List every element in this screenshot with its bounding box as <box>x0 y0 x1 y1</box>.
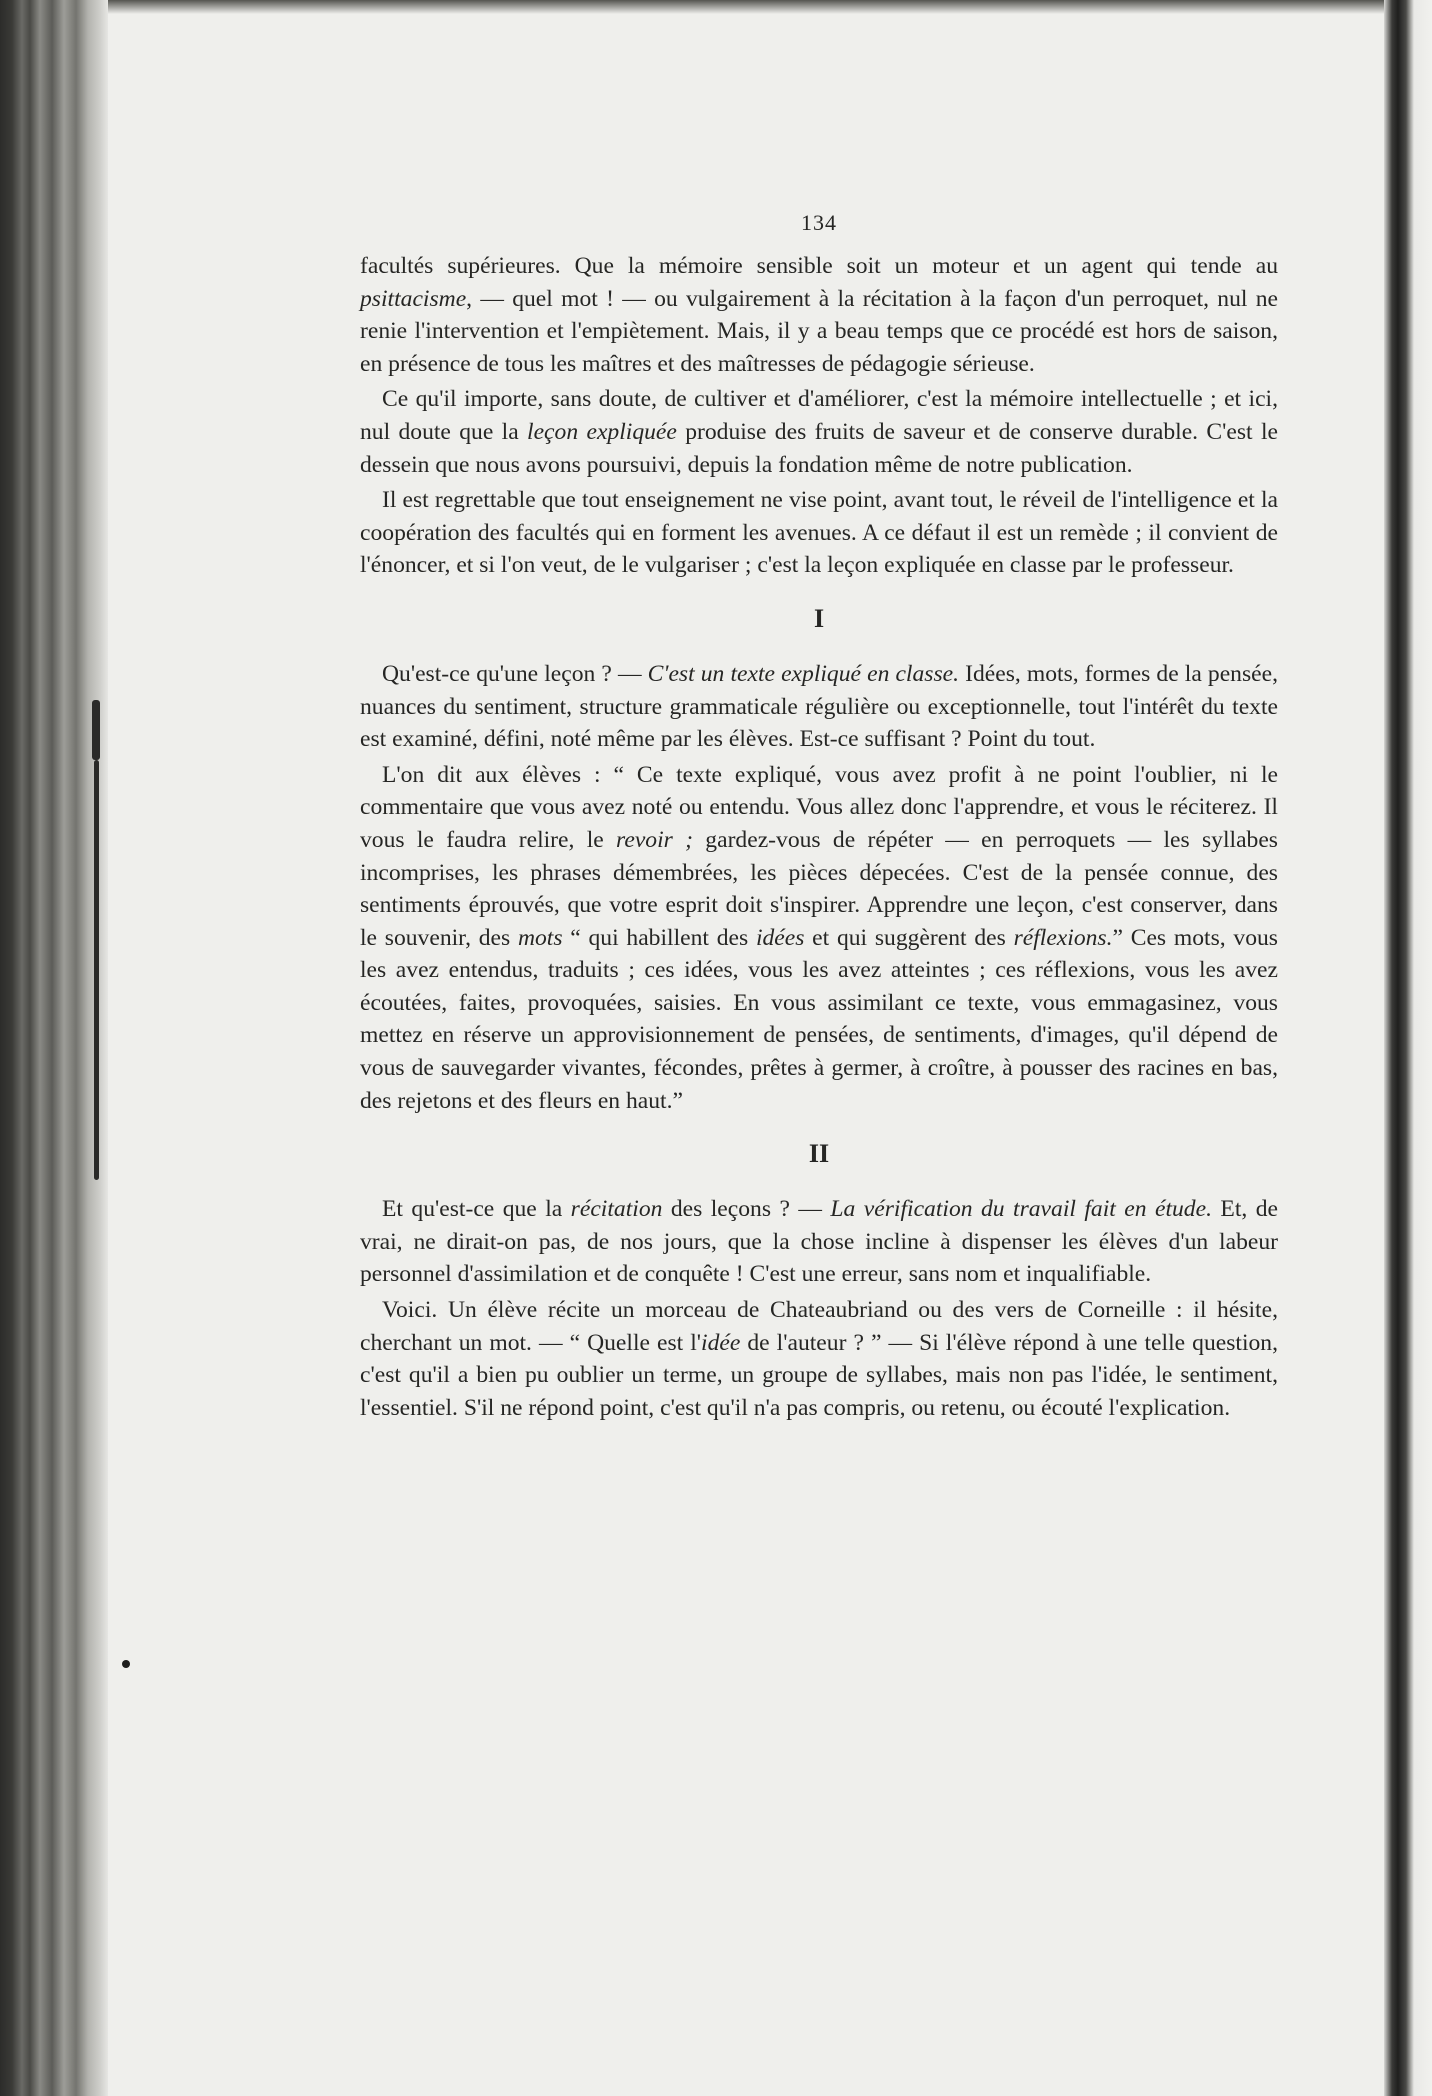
text-run: L'on dit aux élèves : “ Ce texte expliqué, vous avez profit à ne point l'oublier, ni le commentaire que vous avez noté ou entendu. Vous allez donc l'apprendre, et vous le réciterez. Il vous le faudra relire, le <box>360 761 1278 853</box>
text-run: Et, de vrai, ne dirait-on pas, de nos jours, que la chose incline à dispenser les élèves d'un labeur personnel d'assimilation et de conquête ! C'est une erreur, sans nom et inqualifiable. <box>360 1196 1278 1288</box>
text-run: Qu'est-ce qu'une leçon ? — <box>382 660 648 687</box>
paragraph <box>360 250 1278 380</box>
italic-run: psittacisme <box>360 285 467 312</box>
text-run: , — quel mot ! — ou vulgairement à la récitation à la façon d'un perroquet, nul ne renie l'intervention et l'empiètement. Mais, il y a beau temps que ce procédé est hors de saison, en présence de tous les maîtres et des maîtresses de pédagogie sérieuse. <box>360 285 1278 377</box>
italic-run: C'est un texte expliqué en classe. <box>647 660 960 687</box>
text-run: des leçons ? — <box>662 1196 831 1223</box>
text-run: Voici. Un élève récite un morceau de Chateaubriand ou des vers de Corneille : il hésite, cherchant un mot. — “ Quelle est l' <box>360 1297 1278 1356</box>
italic-run: revoir ; <box>616 826 693 853</box>
gutter-mark <box>92 700 100 760</box>
text-run: et qui suggèrent des <box>804 924 1014 951</box>
paragraph <box>360 484 1278 582</box>
book-spine-gutter <box>0 0 108 2096</box>
text-run: Idées, mots, formes de la pensée, nuances du sentiment, structure grammaticale régulière ou exceptionnelle, tout l'intérêt du texte est examiné, défini, noté même par les élèves. Est-ce suffisant ? Point du tout. <box>360 660 1278 753</box>
text-run: gardez-vous de répéter — en perroquets — les syllabes incomprises, les phrases démembrées, les pièces dépecées. C'est de la pensée connue, des sentiments éprouvés, que votre esprit doit s'inspirer. Apprendre une leçon, c'est conserver, dans le souvenir, des <box>360 826 1278 951</box>
italic-run: La vérification du travail fait en étude. <box>830 1196 1212 1223</box>
italic-run: idée <box>701 1329 741 1356</box>
page-text-block <box>360 210 1278 1424</box>
text-run: “ qui habillent des <box>562 924 756 951</box>
paragraph <box>360 1193 1278 1291</box>
page-number: 134 <box>801 210 837 235</box>
italic-run: mots <box>517 924 563 951</box>
paragraph <box>360 1294 1278 1424</box>
italic-run: idées <box>755 924 805 951</box>
ink-speck <box>122 1660 130 1668</box>
paragraph <box>360 383 1278 481</box>
right-page-edge <box>1384 0 1432 2096</box>
italic-run: leçon expliquée <box>527 418 677 445</box>
text-run: ” Ces mots, vous les avez entendus, traduits ; ces idées, vous les avez atteintes ; ces réflexions, vous les avez écoutées, faites, provoquées, saisies. En vous assimilant ce texte, vous emmagasinez, vous mettez en réserve un approvisionnement de pensées, de sentiments, d'images, qu'il dépend de vous de sauvegarder vivantes, fécondes, prêtes à germer, à croître, à pousser des racines en bas, des rejetons et des fleurs en haut.” <box>360 924 1278 1114</box>
section-heading: I <box>813 603 825 633</box>
text-run: Il est regrettable que tout enseignement ne vise point, avant tout, le réveil de l'intelligence et la coopération des facultés qui en forment les avenues. A ce défaut il est un remède ; il convient de l'énoncer, et si l'on veut, de le vulgariser ; c'est la leçon expliquée en classe par le professeur. <box>360 487 1278 579</box>
italic-run: récitation <box>570 1196 663 1223</box>
section-heading: II <box>808 1139 830 1169</box>
paragraph <box>360 658 1278 756</box>
paragraph <box>360 759 1278 1118</box>
text-run: facultés supérieures. Que la mémoire sensible soit un moteur et un agent qui tende au <box>360 253 1278 279</box>
text-run: produise des fruits de saveur et de conserve durable. C'est le dessein que nous avons poursuivi, depuis la fondation même de notre publication. <box>360 418 1278 478</box>
text-run: Et qu'est-ce que la <box>382 1196 571 1223</box>
top-edge-shadow <box>108 0 1384 14</box>
text-run: Ce qu'il importe, sans doute, de cultiver et d'améliorer, c'est la mémoire intellectuelle ; et ici, nul doute que la <box>360 386 1278 445</box>
text-run: de l'auteur ? ” — Si l'élève répond à une telle question, c'est qu'il a bien pu oublier un terme, un groupe de syllabes, mais non pas l'idée, le sentiment, l'essentiel. S'il ne répond point, c'est qu'il n'a pas compris, ou retenu, ou écouté l'explication. <box>360 1329 1278 1421</box>
italic-run: réflexions. <box>1013 924 1113 951</box>
gutter-mark <box>94 760 99 1180</box>
